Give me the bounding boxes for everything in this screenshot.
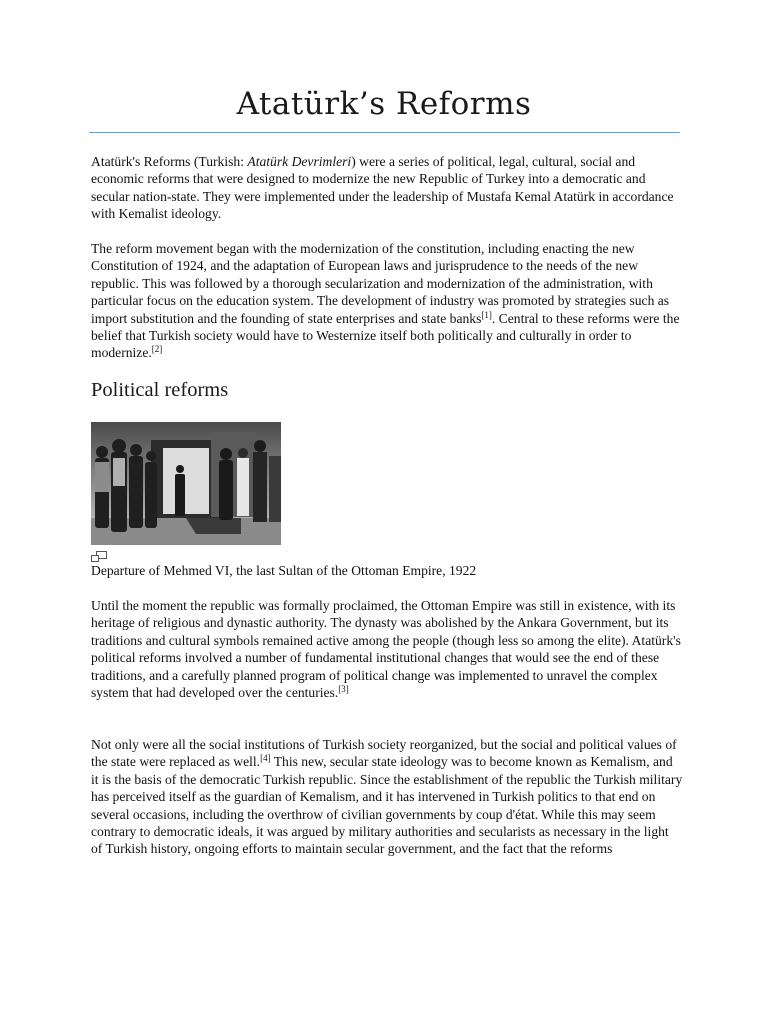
political-2-text-a: Not only were all the social institutions of Turkish society reorganized, but the social and political values of the state were replaced as well. [91, 737, 677, 770]
reference-3-link[interactable]: [3] [338, 684, 349, 695]
political-paragraph-1 [91, 597, 683, 701]
title-divider [89, 132, 680, 133]
turkish-term: Atatürk Devrimleri [247, 154, 352, 169]
intro-rest: ) were a series of political, legal, cultural, social and economic reforms that were designed to modernize the new Republic of Turkey into a democratic and secular nation-state. They were implemented under the leadership of Mustafa Kemal Atatürk in accordance with Kemalist ideology. [91, 154, 674, 222]
movement-text-b: . Central to these reforms were the belief that Turkish society would have to Westernize itself both politically and culturally in order to modernize. [91, 310, 680, 361]
reference-4-link[interactable]: [4] [260, 753, 271, 764]
section-heading-political-reforms: Political reforms [91, 379, 229, 401]
reform-movement-paragraph [91, 240, 683, 362]
political-1-text: Until the moment the republic was formally proclaimed, the Ottoman Empire was still in existence, with its heritage of religious and dynastic authority. The dynasty was abolished by the Ankara Government, but its traditions and cultural symbols remained active among the people (though less so among the elite). Atatürk's political reforms involved a number of fundamental institutional changes that would see the end of these traditions, and a carefully planned program of political change was implemented to unravel the complex system that had developed over the centuries. [91, 598, 681, 701]
reference-2-link[interactable]: [2] [151, 344, 163, 355]
enlarge-icon[interactable] [91, 549, 107, 560]
reference-1-link[interactable]: [1] [481, 309, 492, 320]
intro-paragraph [91, 153, 683, 223]
political-paragraph-2 [91, 736, 683, 858]
photo-caption: Departure of Mehmed VI, the last Sultan of the Ottoman Empire, 1922 [91, 563, 477, 578]
movement-text-a: The reform movement began with the modernization of the constitution, including enacting the new Constitution of 1924, and the adaptation of European laws and jurisprudence to the needs of the new republic. This was followed by a thorough secularization and modernization of the administration, with particular focus on the education system. The development of industry was promoted by strategies such as import substitution and the founding of state enterprises and state banks [91, 241, 670, 326]
political-2-text-b: This new, secular state ideology was to become known as Kemalism, and it is the basis of the democratic Turkish republic. Since the establishment of the republic the Turkish military has perceived itself as the guardian of Kemalism, and it has intervened in Turkish politics to that end on several occasions, including the overthrow of civilian governments by coup d'état. While this may seem contrary to democratic ideals, it was argued by military authorities and secularists as necessary in the light of Turkish history, ongoing efforts to maintain secular government, and the fact that the reforms [91, 754, 683, 857]
sultan-departure-photo [91, 422, 281, 545]
page-title: Atatürk’s Reforms [236, 86, 532, 122]
intro-lead: Atatürk's Reforms (Turkish: [91, 154, 248, 169]
